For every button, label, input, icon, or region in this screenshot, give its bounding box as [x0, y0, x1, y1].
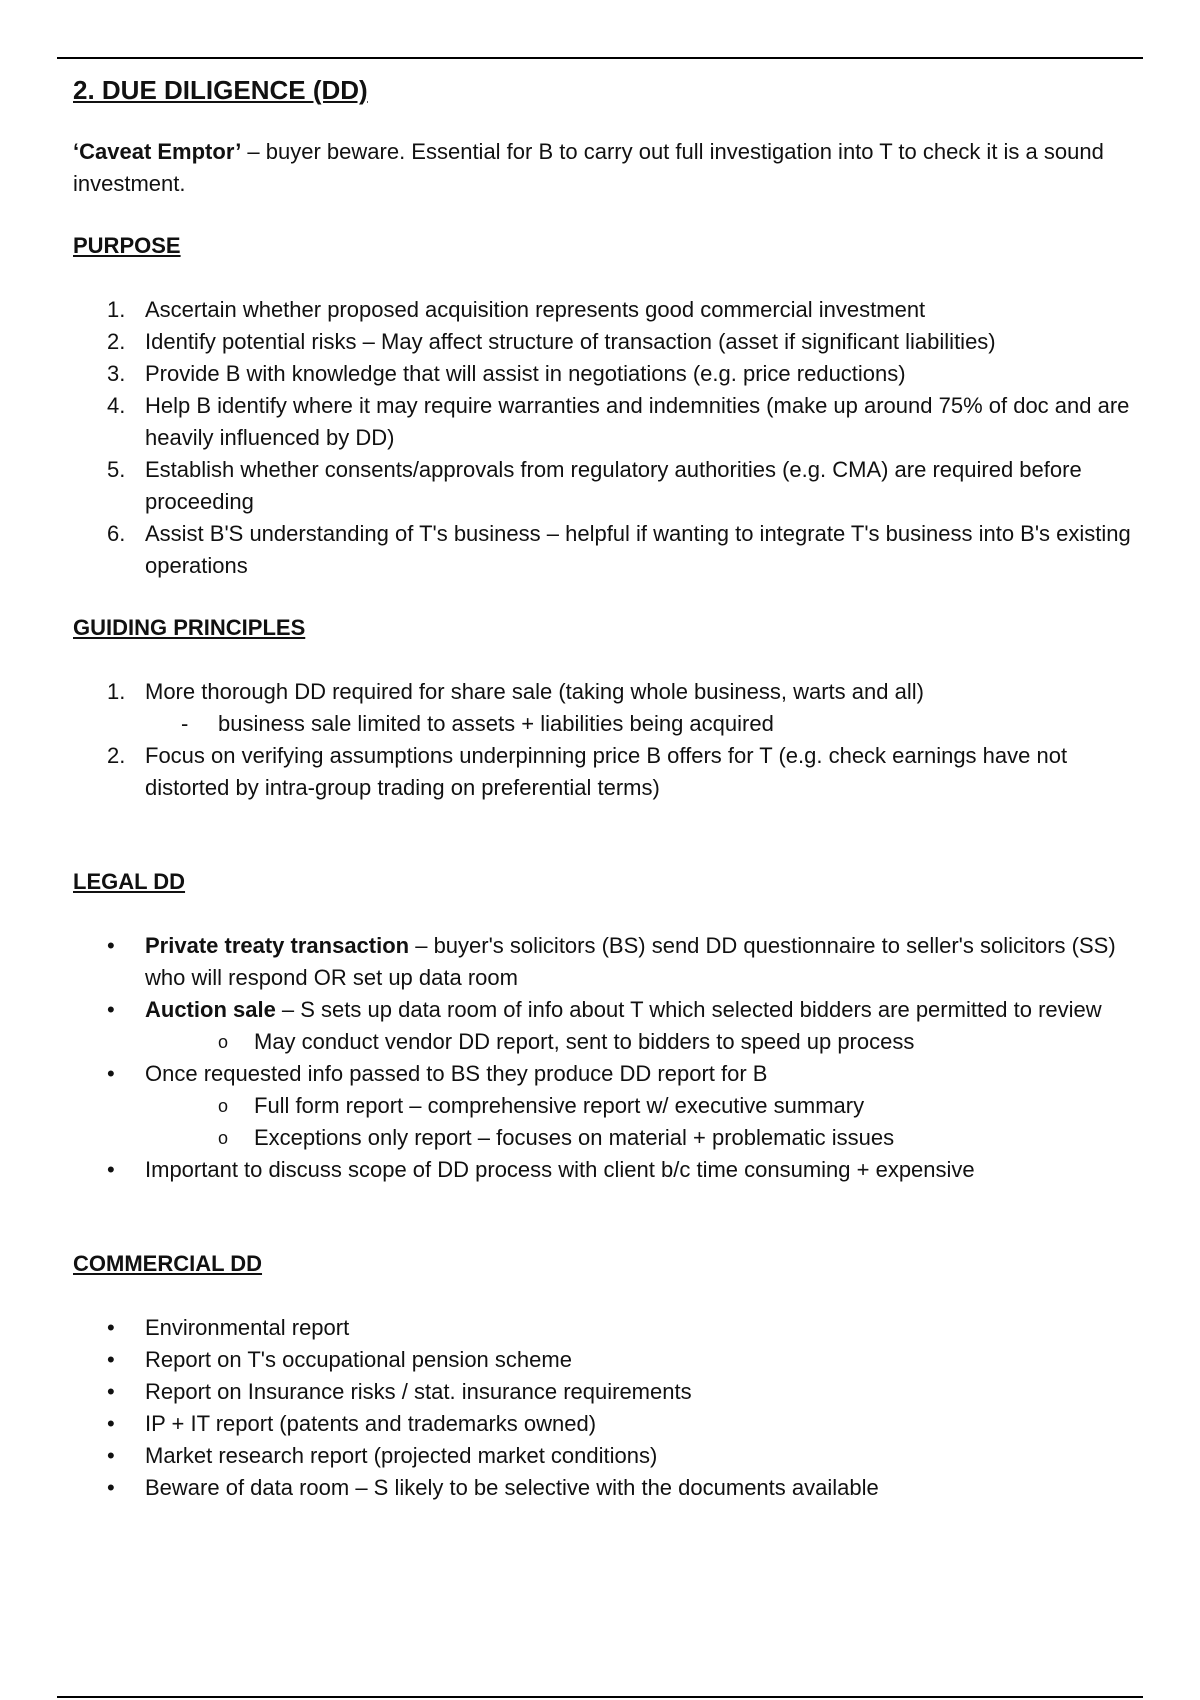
- bullet-marker: •: [107, 1315, 115, 1340]
- list-number: 3.: [107, 361, 126, 386]
- bullet-marker: •: [107, 933, 115, 958]
- legal-dd-list-continued: [73, 1058, 1133, 1090]
- guiding-item-text: More thorough DD required for share sale (taking whole business, warts and all): [145, 679, 924, 704]
- legal-item-bold: Private treaty transaction: [145, 933, 410, 958]
- commercial-item: [73, 1408, 1133, 1440]
- guiding-item-text: Focus on verifying assumptions underpinning price B offers for T (e.g. check earnings have not distorted by intra-group trading on preferential terms): [145, 743, 1068, 800]
- commercial-dd-heading: COMMERCIAL DD: [73, 1251, 263, 1276]
- intro-text: – buyer beware. Essential for B to carry out full investigation into T to check it is a sound investment.: [73, 139, 1104, 196]
- commercial-item-text: Market research report (projected market conditions): [145, 1443, 658, 1468]
- commercial-item: [73, 1440, 1133, 1472]
- purpose-item-text: Help B identify where it may require warranties and indemnities (make up around 75% of doc and are heavily influenced by DD): [145, 393, 1130, 450]
- legal-item-bold: Auction sale: [145, 997, 276, 1022]
- top-rule: [57, 57, 1143, 59]
- legal-dd-heading: LEGAL DD: [73, 869, 186, 894]
- legal-sub-item-text: Exceptions only report – focuses on material + problematic issues: [254, 1125, 895, 1150]
- purpose-item: [73, 294, 1133, 326]
- commercial-item: [73, 1344, 1133, 1376]
- bullet-marker: •: [107, 1411, 115, 1436]
- purpose-item-text: Identify potential risks – May affect structure of transaction (asset if significant liabilities): [145, 329, 996, 354]
- purpose-list: [73, 294, 1133, 582]
- legal-sub-list: [73, 1026, 1133, 1058]
- commercial-item-text: Report on T's occupational pension scheme: [145, 1347, 572, 1372]
- legal-dd-list: [73, 930, 1133, 1026]
- bullet-marker: •: [107, 1347, 115, 1372]
- commercial-item-text: Environmental report: [145, 1315, 350, 1340]
- bullet-marker: •: [107, 1379, 115, 1404]
- purpose-item: [73, 326, 1133, 358]
- purpose-item: [73, 454, 1133, 518]
- list-number: 2.: [107, 743, 126, 768]
- purpose-item: [73, 390, 1133, 454]
- purpose-item-text: Provide B with knowledge that will assist in negotiations (e.g. price reductions): [145, 361, 906, 386]
- commercial-dd-list: [73, 1312, 1133, 1504]
- guiding-principles-list: [73, 676, 1133, 708]
- purpose-item-text: Establish whether consents/approvals from regulatory authorities (e.g. CMA) are required before proceeding: [145, 457, 1082, 514]
- legal-sub-item: [73, 1122, 1133, 1154]
- bottom-rule: [57, 1696, 1143, 1698]
- guiding-principles-list-continued: [73, 740, 1133, 804]
- commercial-item: [73, 1376, 1133, 1408]
- guiding-sub-item: [73, 708, 1133, 740]
- bullet-marker: •: [107, 1475, 115, 1500]
- bullet-marker: •: [107, 1061, 115, 1086]
- commercial-item: [73, 1312, 1133, 1344]
- document-title: 2. DUE DILIGENCE (DD): [73, 75, 368, 105]
- legal-dd-list-final: [73, 1154, 1133, 1186]
- list-number: 1.: [107, 679, 126, 704]
- legal-sub-item: [73, 1026, 1133, 1058]
- bullet-marker: •: [107, 1157, 115, 1182]
- legal-item: [73, 1154, 1133, 1186]
- legal-sub-item-text: May conduct vendor DD report, sent to bidders to speed up process: [254, 1029, 915, 1054]
- bullet-marker: •: [107, 1443, 115, 1468]
- guiding-item: [73, 676, 1133, 708]
- legal-item-text: – S sets up data room of info about T which selected bidders are permitted to review: [275, 997, 1102, 1022]
- legal-item-text: – buyer's solicitors (BS) send DD questionnaire to seller's solicitors (SS) who will respond OR set up data room: [145, 933, 1116, 990]
- list-number: 6.: [107, 521, 126, 546]
- dash-marker: -: [181, 711, 189, 736]
- legal-sub-item: [73, 1090, 1133, 1122]
- list-number: 1.: [107, 297, 126, 322]
- list-number: 2.: [107, 329, 126, 354]
- purpose-item: [73, 358, 1133, 390]
- list-number: 5.: [107, 457, 126, 482]
- purpose-item-text: Ascertain whether proposed acquisition represents good commercial investment: [145, 297, 926, 322]
- circle-marker: o: [218, 1128, 229, 1148]
- legal-report-types-list: [73, 1090, 1133, 1154]
- guiding-principles-heading: GUIDING PRINCIPLES: [73, 615, 306, 640]
- circle-marker: o: [218, 1032, 229, 1052]
- guiding-item: [73, 740, 1133, 804]
- legal-item: [73, 1058, 1133, 1090]
- intro-bold-term: ‘Caveat Emptor’: [73, 139, 242, 164]
- purpose-item-text: Assist B'S understanding of T's business – helpful if wanting to integrate T's business into B's existing operations: [145, 521, 1131, 578]
- document-content: [73, 70, 1133, 1504]
- commercial-item-text: IP + IT report (patents and trademarks owned): [145, 1411, 597, 1436]
- commercial-item-text: Beware of data room – S likely to be selective with the documents available: [145, 1475, 879, 1500]
- circle-marker: o: [218, 1096, 229, 1116]
- legal-item: [73, 994, 1133, 1026]
- commercial-item-text: Report on Insurance risks / stat. insurance requirements: [145, 1379, 692, 1404]
- intro-paragraph: [73, 136, 1133, 200]
- legal-item-text: Important to discuss scope of DD process with client b/c time consuming + expensive: [145, 1157, 975, 1182]
- bullet-marker: •: [107, 997, 115, 1022]
- legal-item-text: Once requested info passed to BS they produce DD report for B: [145, 1061, 768, 1086]
- purpose-heading: PURPOSE: [73, 233, 181, 258]
- legal-sub-item-text: Full form report – comprehensive report w/ executive summary: [254, 1093, 865, 1118]
- purpose-item: [73, 518, 1133, 582]
- guiding-sub-item-text: business sale limited to assets + liabilities being acquired: [218, 711, 774, 736]
- list-number: 4.: [107, 393, 126, 418]
- legal-item: [73, 930, 1133, 994]
- commercial-item: [73, 1472, 1133, 1504]
